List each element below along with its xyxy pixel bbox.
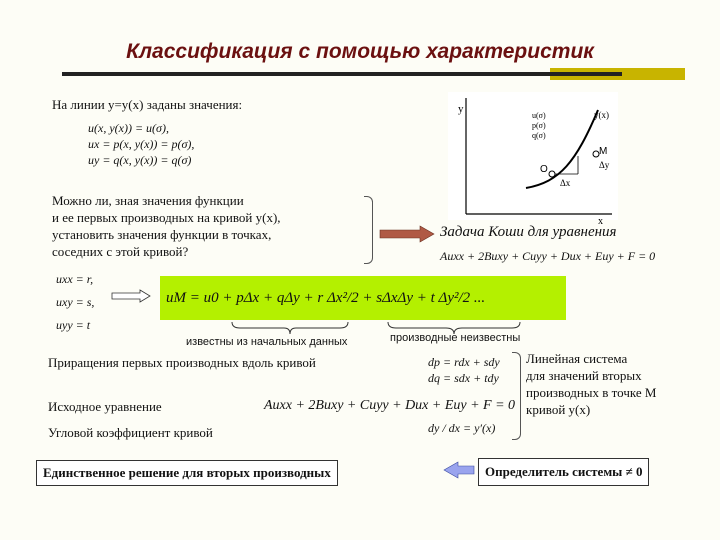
dq-equation: dq = sdx + tdy	[428, 371, 499, 385]
equation-u: u(x, y(x)) = u(σ),	[88, 121, 169, 135]
question-text	[52, 192, 372, 260]
unique-solution-box: Единственное решение для вторых производных	[36, 460, 338, 486]
source-label: Исходное уравнение	[48, 399, 162, 414]
linear-system-line: производных в точке M	[526, 385, 657, 400]
uxx-def: uxx = r,	[56, 272, 94, 286]
arrow-right-icon	[380, 226, 436, 242]
second-derivatives	[56, 268, 94, 337]
pde-equation: Auxx + 2Buxy + Cuyy + Dux + Euy + F = 0	[440, 249, 656, 263]
linear-system-line: кривой y(x)	[526, 402, 591, 417]
graph-value-p: p(σ)	[532, 121, 546, 130]
increment-equations	[428, 354, 500, 386]
taylor-expansion: uM = u0 + pΔx + qΔy + r Δx²/2 + sΔxΔy + t Δy²/2 ...	[166, 290, 486, 306]
system-brace	[512, 352, 521, 440]
taylor-expansion-highlight	[160, 276, 566, 320]
known-brace	[232, 322, 348, 334]
dp-equation: dp = rdx + sdy	[428, 355, 500, 369]
graph-point-o	[549, 171, 555, 177]
question-line: Можно ли, зная значения функции	[52, 193, 244, 208]
graph-dx-label: Δx	[560, 178, 571, 188]
linear-system-line: для значений вторых	[526, 368, 642, 383]
uyy-def: uyy = t	[56, 318, 91, 332]
intro-text: На линии y=y(x) заданы значения:	[52, 97, 243, 112]
graph-o-label: O	[540, 164, 548, 175]
linear-system-note	[526, 350, 656, 418]
question-brace	[364, 196, 373, 264]
equation-uy: uy = q(x, y(x)) = q(σ)	[88, 153, 192, 167]
graph-x-label: x	[598, 216, 603, 227]
increments-label: Приращения первых производных вдоль кривой	[48, 355, 316, 370]
unknown-label: производные неизвестны	[390, 332, 521, 344]
determinant-box: Определитель системы ≠ 0	[478, 458, 649, 486]
known-label: известны из начальных данных	[186, 336, 348, 348]
graph-y-label: y	[458, 103, 464, 115]
arrow-left-icon	[444, 462, 476, 478]
title-underline	[62, 72, 622, 76]
graph-value-q: q(σ)	[532, 131, 546, 140]
question-line: установить значения функции в точках,	[52, 227, 272, 242]
uxy-def: uxy = s,	[56, 295, 95, 309]
equation-ux: ux = p(x, y(x)) = p(σ),	[88, 137, 195, 151]
characteristic-graph	[448, 92, 618, 227]
arrow-right-icon	[112, 290, 152, 302]
graph-dy-label: Δy	[599, 160, 610, 170]
question-line: соседних с этой кривой?	[52, 244, 189, 259]
graph-value-u: u(σ)	[532, 111, 546, 120]
cauchy-label: Задача Коши для уравнения	[440, 224, 617, 240]
linear-system-line: Линейная система	[526, 351, 628, 366]
source-equation: Auxx + 2Buxy + Cuyy + Dux + Euy + F = 0	[264, 398, 516, 413]
graph-m-label: M	[599, 146, 608, 157]
graph-curve-label: y(x)	[594, 110, 609, 120]
slope-label: Угловой коэффициент кривой	[48, 425, 213, 440]
slope-equation: dy / dx = y′(x)	[428, 421, 496, 435]
slide-title: Классификация с помощью характеристик	[126, 40, 594, 63]
question-line: и ее первых производных на кривой y(x),	[52, 210, 281, 225]
known-equations	[88, 120, 194, 168]
